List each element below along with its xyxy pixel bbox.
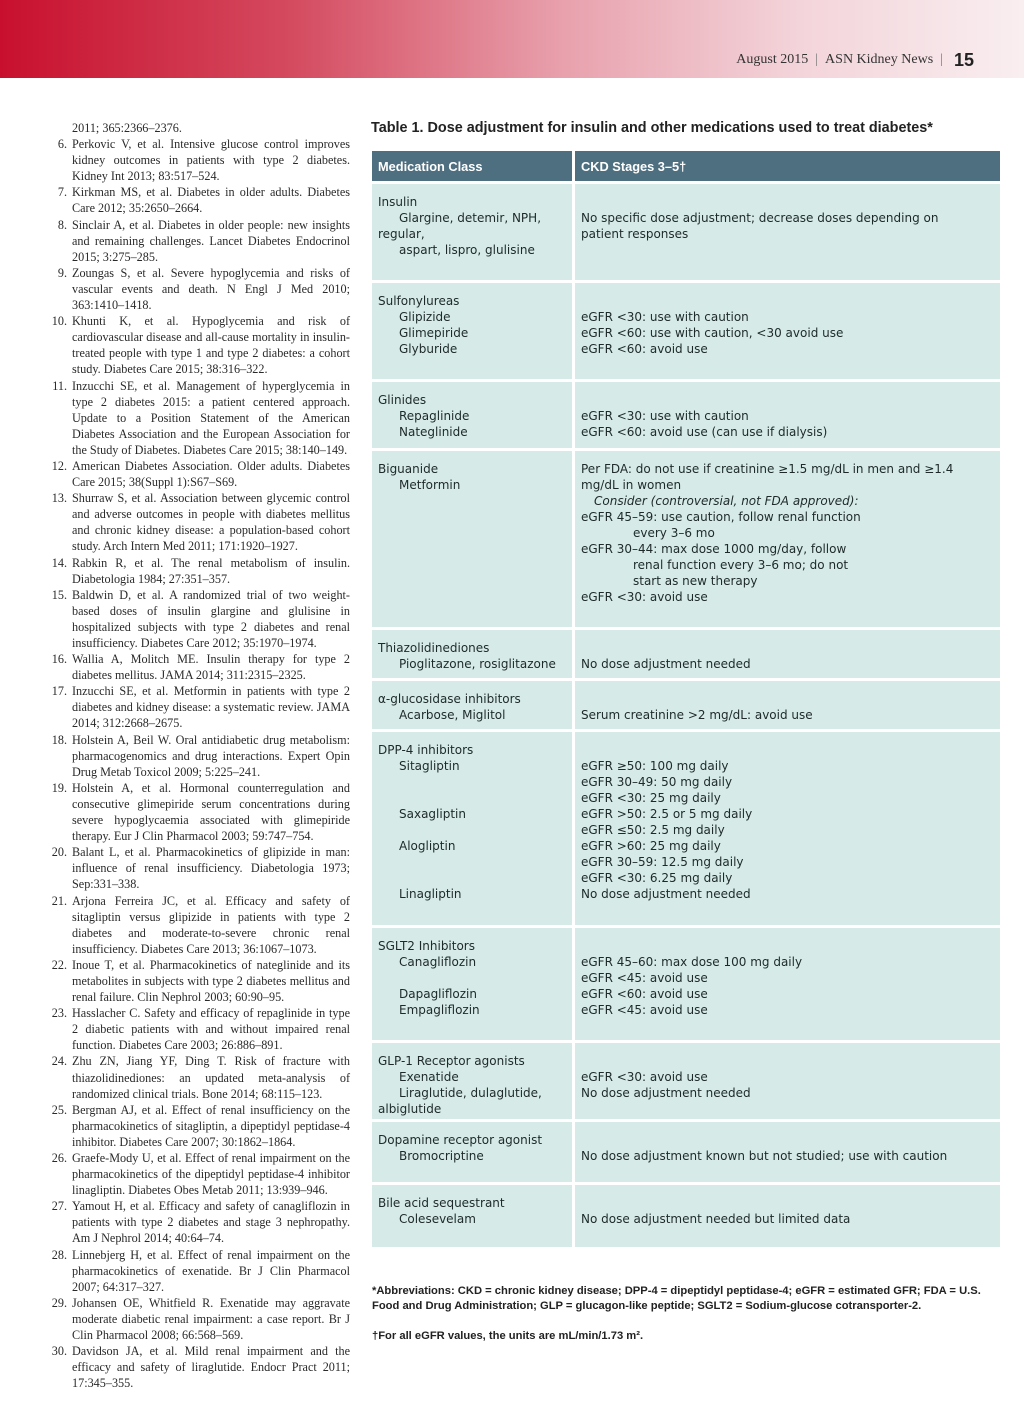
reference-number: 6. bbox=[57, 137, 67, 152]
reference-list bbox=[48, 120, 350, 1391]
dose-line: patient responses bbox=[581, 227, 689, 241]
reference-number: 26. bbox=[51, 1151, 67, 1165]
medication-line: Glargine, detemir, NPH, bbox=[399, 211, 542, 225]
medication-line: Sitagliptin bbox=[399, 759, 460, 773]
medication-cell bbox=[372, 928, 572, 1040]
reference-text: Holstein A, et al. Hormonal counterregulation and consecutive glimepiride serum concentrations during severe hypoglycaemia associated with glimepiride therapy. Eur J Clin Pharmacol 2003; 59:747–754. bbox=[72, 780, 350, 844]
dose-cell bbox=[575, 283, 1000, 379]
medication-line: Glipizide bbox=[399, 310, 451, 324]
reference-number: 23. bbox=[51, 1006, 67, 1021]
dose-line: Consider (controversial, not FDA approved): bbox=[594, 494, 859, 508]
reference-item bbox=[48, 780, 350, 844]
dose-line: No specific dose adjustment; decrease doses depending on bbox=[581, 211, 939, 225]
reference-text: Inzucchi SE, et al. Metformin in patients with type 2 diabetes and kidney disease: a systematic review. JAMA 2014; 312:2668–2675. bbox=[72, 684, 350, 731]
reference-number: 18. bbox=[51, 732, 67, 747]
reference-number: 14. bbox=[51, 555, 67, 570]
medication-line: Linagliptin bbox=[399, 887, 462, 901]
reference-item bbox=[48, 957, 350, 1005]
reference-number bbox=[48, 120, 72, 136]
medication-line: Dapagliflozin bbox=[399, 987, 477, 1001]
table-row bbox=[372, 1043, 1000, 1119]
reference-item bbox=[48, 458, 350, 490]
dose-cell bbox=[575, 681, 1000, 729]
reference-number: 8. bbox=[57, 217, 67, 232]
page-number: 15 bbox=[953, 49, 974, 70]
reference-text: Shurraw S, et al. Association between glycemic control and adverse outcomes in people with diabetes mellitus and chronic kidney disease: a population-based cohort study. Arch Intern Med 2011; 171:1920–1927. bbox=[72, 491, 350, 554]
table-footnotes bbox=[372, 1284, 992, 1344]
dose-line: eGFR <60: avoid use bbox=[581, 342, 708, 356]
reference-text: Sinclair A, et al. Diabetes in older people: new insights and remaining challenges. Lancet Diabetes Endocrinol 2015; 3:275–285. bbox=[72, 217, 350, 264]
medication-cell bbox=[372, 732, 572, 925]
medication-line: GLP-1 Receptor agonists bbox=[378, 1054, 525, 1068]
table-row bbox=[372, 630, 1000, 678]
medication-cell bbox=[372, 451, 572, 627]
medication-cell bbox=[372, 283, 572, 379]
masthead-separator: | bbox=[815, 52, 819, 67]
medication-line: Colesevelam bbox=[399, 1212, 476, 1226]
dose-cell bbox=[575, 732, 1000, 925]
dose-line bbox=[581, 742, 994, 758]
col-header-medication-class: Medication Class bbox=[372, 151, 572, 181]
reference-item bbox=[48, 844, 350, 892]
table-row bbox=[372, 382, 1000, 448]
medication-line: Repaglinide bbox=[399, 409, 470, 423]
dose-line bbox=[581, 1195, 994, 1211]
dose-line: eGFR <60: use with caution, <30 avoid use bbox=[581, 326, 844, 340]
dose-cell bbox=[575, 184, 1000, 280]
dose-line: No dose adjustment known but not studied; use with caution bbox=[581, 1149, 948, 1163]
medication-line bbox=[378, 822, 566, 838]
medication-cell bbox=[372, 681, 572, 729]
reference-number: 7. bbox=[57, 185, 67, 200]
reference-number: 28. bbox=[51, 1247, 67, 1262]
table-row bbox=[372, 184, 1000, 280]
reference-item bbox=[48, 313, 350, 377]
reference-text: Zoungas S, et al. Severe hypoglycemia and risks of vascular events and death. N Engl J Med 2010; 363:1410–1418. bbox=[72, 265, 350, 313]
medication-line: Dopamine receptor agonist bbox=[378, 1133, 543, 1147]
reference-text: Perkovic V, et al. Intensive glucose control improves kidney outcomes in patients with type 2 diabetes. Kidney Int 2013; 83:517–524. bbox=[72, 137, 350, 184]
dose-line: eGFR 30–59: 12.5 mg daily bbox=[581, 855, 744, 869]
reference-number: 21. bbox=[51, 893, 67, 908]
dose-line bbox=[581, 293, 994, 309]
reference-item bbox=[48, 555, 350, 587]
issue-date: August 2015 bbox=[736, 52, 809, 67]
reference-item bbox=[48, 587, 350, 651]
dose-line: eGFR ≥50: 100 mg daily bbox=[581, 759, 729, 773]
medication-line: Saxagliptin bbox=[399, 807, 466, 821]
reference-text: Inzucchi SE, et al. Management of hyperglycemia in type 2 diabetes 2015: a patient centered approach. Update to a Position Statement of the American Diabetes Association and the European Association for the Study of Diabetes. Diabetes Care 2015; 38:140–149. bbox=[72, 378, 350, 457]
medication-line bbox=[378, 790, 566, 806]
dose-line: Serum creatinine >2 mg/dL: avoid use bbox=[581, 708, 813, 722]
medication-cell bbox=[372, 382, 572, 448]
dose-cell bbox=[575, 382, 1000, 448]
dose-line bbox=[581, 1053, 994, 1069]
reference-number: 30. bbox=[51, 1344, 67, 1359]
reference-number: 19. bbox=[51, 780, 67, 795]
reference-item bbox=[48, 1198, 350, 1246]
reference-text: American Diabetes Association. Older adults. Diabetes Care 2015; 38(Suppl 1):S67–S69. bbox=[72, 458, 350, 490]
dose-line: eGFR <30: use with caution bbox=[581, 310, 749, 324]
reference-item bbox=[48, 490, 350, 554]
reference-item bbox=[48, 1150, 350, 1198]
reference-text: Hasslacher C. Safety and efficacy of repaglinide in type 2 diabetic patients with and without impaired renal function. Diabetes Care 2003; 26:886–891. bbox=[72, 1006, 350, 1053]
reference-item bbox=[48, 1295, 350, 1343]
medication-line: regular, bbox=[378, 227, 425, 241]
medication-cell bbox=[372, 630, 572, 678]
dose-line: eGFR >50: 2.5 or 5 mg daily bbox=[581, 807, 753, 821]
medication-line bbox=[378, 854, 566, 870]
dose-line: eGFR 30–44: max dose 1000 mg/day, follow bbox=[581, 542, 847, 556]
dose-line: eGFR <30: 6.25 mg daily bbox=[581, 871, 733, 885]
medication-line: aspart, lispro, glulisine bbox=[399, 243, 535, 257]
reference-item bbox=[48, 732, 350, 780]
reference-text: Zhu ZN, Jiang YF, Ding T. Risk of fracture with thiazolidinediones: an updated meta-analysis of randomized clinical trials. Bone 2014; 68:115–123. bbox=[72, 1054, 350, 1101]
reference-number: 12. bbox=[51, 458, 67, 473]
dose-line bbox=[581, 1132, 994, 1148]
table-body bbox=[372, 184, 1000, 1247]
dose-line: eGFR 45–60: max dose 100 mg daily bbox=[581, 955, 803, 969]
reference-number: 22. bbox=[51, 957, 67, 972]
reference-number: 13. bbox=[51, 491, 67, 506]
dose-line: start as new therapy bbox=[633, 574, 758, 588]
reference-text: Linnebjerg H, et al. Effect of renal impairment on the pharmacokinetics of exenatide. Br J Clin Pharmacol 2007; 64:317–327. bbox=[72, 1247, 350, 1294]
dose-cell bbox=[575, 630, 1000, 678]
medication-line: Biguanide bbox=[378, 462, 439, 476]
dose-cell bbox=[575, 1043, 1000, 1119]
abbreviations-note: *Abbreviations: CKD = chronic kidney disease; DPP-4 = dipeptidyl peptidase-4; eGFR = estimated GFR; FDA = U.S. Food and Drug Administration; GLP = glucagon-like peptide; SGLT2 = Sodium-glucose cotransporter-2. bbox=[372, 1285, 981, 1313]
reference-text: Rabkin R, et al. The renal metabolism of insulin. Diabetologia 1984; 27:351–357. bbox=[72, 555, 350, 586]
table-row bbox=[372, 928, 1000, 1040]
medication-cell bbox=[372, 184, 572, 280]
reference-text: Balant L, et al. Pharmacokinetics of glipizide in man: influence of renal insufficiency. Diabetologia 1973; Sep:331–338. bbox=[72, 845, 350, 892]
medication-line: Exenatide bbox=[399, 1070, 459, 1084]
dose-line: eGFR <45: avoid use bbox=[581, 971, 708, 985]
reference-item bbox=[48, 378, 350, 458]
dose-line bbox=[581, 392, 994, 408]
dose-line: eGFR <30: 25 mg daily bbox=[581, 791, 721, 805]
dose-line bbox=[581, 691, 994, 707]
dose-line: eGFR ≤50: 2.5 mg daily bbox=[581, 823, 725, 837]
dose-cell bbox=[575, 1185, 1000, 1247]
reference-text: Arjona Ferreira JC, et al. Efficacy and safety of sitagliptin versus glipizide in patients with type 2 diabetes and moderate-to-severe chronic renal insufficiency. Diabetes Care 2013; 36:1067–1073. bbox=[72, 893, 350, 956]
reference-text: Inoue T, et al. Pharmacokinetics of nateglinide and its metabolites in subjects with type 2 diabetes mellitus and renal failure. Clin Nephrol 2003; 60:90–95. bbox=[72, 957, 350, 1005]
reference-text: Wallia A, Molitch ME. Insulin therapy for type 2 diabetes mellitus. JAMA 2014; 311:2315–2325. bbox=[72, 652, 350, 683]
table-row bbox=[372, 732, 1000, 925]
reference-item bbox=[48, 217, 350, 265]
medication-line: Glinides bbox=[378, 393, 427, 407]
reference-text: Baldwin D, et al. A randomized trial of two weight-based doses of insulin glargine and glulisine in hospitalized subjects with type 2 diabetes and renal insufficiency. Diabetes Care 2012; 35:1970–1974. bbox=[72, 587, 350, 650]
medication-line: Liraglutide, dulaglutide, bbox=[399, 1086, 542, 1100]
dose-line: No dose adjustment needed bbox=[581, 887, 751, 901]
medication-cell bbox=[372, 1043, 572, 1119]
reference-item bbox=[48, 1053, 350, 1101]
reference-item bbox=[48, 120, 350, 136]
reference-text: Johansen OE, Whitfield R. Exenatide may aggravate moderate diabetic renal impairment: a case report. Br J Clin Pharmacol 2008; 66:568–569. bbox=[72, 1295, 350, 1343]
medication-line bbox=[378, 970, 566, 986]
reference-number: 20. bbox=[51, 845, 67, 860]
dose-line: every 3–6 mo bbox=[633, 526, 715, 540]
dose-line: eGFR <30: avoid use bbox=[581, 590, 708, 604]
medication-line: α-glucosidase inhibitors bbox=[378, 692, 521, 706]
masthead bbox=[736, 48, 974, 72]
dose-line: eGFR >60: 25 mg daily bbox=[581, 839, 721, 853]
medication-line: Insulin bbox=[378, 195, 418, 209]
dose-line: No dose adjustment needed bbox=[581, 657, 751, 671]
reference-text: Graefe-Mody U, et al. Effect of renal impairment on the pharmacokinetics of the dipeptidyl peptidase-4 inhibitor linagliptin. Diabetes Obes Metab 2011; 13:939–946. bbox=[72, 1151, 350, 1198]
reference-item bbox=[48, 1005, 350, 1053]
reference-text: Holstein A, Beil W. Oral antidiabetic drug metabolism: pharmacogenomics and drug interactions. Expert Opin Drug Metab Toxicol 2009; 5:225–241. bbox=[72, 732, 350, 779]
dose-line bbox=[581, 938, 994, 954]
medication-line bbox=[378, 870, 566, 886]
medication-line: Alogliptin bbox=[399, 839, 456, 853]
dose-table bbox=[372, 151, 1000, 1250]
reference-number: 10. bbox=[51, 314, 67, 329]
reference-item bbox=[48, 1102, 350, 1150]
table-header-row bbox=[372, 151, 1000, 181]
reference-text: Bergman AJ, et al. Effect of renal insufficiency on the pharmacokinetics of sitagliptin, a dipeptidyl peptidase-4 inhibitor. Diabetes Care 2007; 30:1862–1864. bbox=[72, 1102, 350, 1149]
dose-line: eGFR <30: use with caution bbox=[581, 409, 749, 423]
medication-line: Thiazolidinediones bbox=[378, 641, 490, 655]
medication-cell bbox=[372, 1185, 572, 1247]
dose-line: eGFR <45: avoid use bbox=[581, 1003, 708, 1017]
reference-text: 2011; 365:2366–2376. bbox=[72, 121, 182, 135]
reference-number: 27. bbox=[51, 1199, 67, 1214]
reference-item bbox=[48, 1247, 350, 1295]
reference-number: 16. bbox=[51, 652, 67, 667]
table-title: Table 1. Dose adjustment for insulin and other medications used to treat diabetes* bbox=[371, 120, 933, 136]
medication-line: DPP-4 inhibitors bbox=[378, 743, 474, 757]
medication-line: Pioglitazone, rosiglitazone bbox=[399, 657, 556, 671]
reference-number: 17. bbox=[51, 684, 67, 699]
reference-item bbox=[48, 265, 350, 313]
medication-cell bbox=[372, 1122, 572, 1182]
dose-line: Per FDA: do not use if creatinine ≥1.5 mg/dL in men and ≥1.4 bbox=[581, 462, 954, 476]
reference-text: Kirkman MS, et al. Diabetes in older adults. Diabetes Care 2012; 35:2650–2664. bbox=[72, 185, 350, 216]
table-row bbox=[372, 1122, 1000, 1182]
medication-line: Sulfonylureas bbox=[378, 294, 460, 308]
dose-line: eGFR 45–59: use caution, follow renal function bbox=[581, 510, 861, 524]
reference-number: 24. bbox=[51, 1054, 67, 1069]
medication-line: Bile acid sequestrant bbox=[378, 1196, 505, 1210]
medication-line: Acarbose, Miglitol bbox=[399, 708, 506, 722]
dose-cell bbox=[575, 1122, 1000, 1182]
col-header-ckd-stages: CKD Stages 3–5† bbox=[575, 151, 1000, 181]
reference-item bbox=[48, 184, 350, 216]
dose-line: eGFR <30: avoid use bbox=[581, 1070, 708, 1084]
medication-line: albiglutide bbox=[378, 1102, 442, 1116]
reference-item bbox=[48, 651, 350, 683]
reference-number: 9. bbox=[57, 265, 67, 280]
dose-line: No dose adjustment needed but limited data bbox=[581, 1212, 851, 1226]
table-row bbox=[372, 283, 1000, 379]
units-note: †For all eGFR values, the units are mL/min/1.73 m². bbox=[372, 1329, 644, 1342]
medication-line: SGLT2 Inhibitors bbox=[378, 939, 475, 953]
dose-line: eGFR <60: avoid use bbox=[581, 987, 708, 1001]
reference-item bbox=[48, 893, 350, 957]
reference-number: 11. bbox=[52, 378, 67, 393]
medication-line: Canagliflozin bbox=[399, 955, 477, 969]
reference-number: 29. bbox=[51, 1295, 67, 1310]
reference-text: Khunti K, et al. Hypoglycemia and risk of cardiovascular disease and all-cause mortality in insulin-treated people with type 1 and type 2 diabetes: a cohort study. Diabetes Care 2015; 38:316–322. bbox=[72, 314, 350, 377]
reference-number: 25. bbox=[51, 1102, 67, 1117]
dose-line: eGFR <60: avoid use (can use if dialysis) bbox=[581, 425, 828, 439]
medication-line bbox=[378, 774, 566, 790]
dose-line: mg/dL in women bbox=[581, 478, 682, 492]
medication-line: Metformin bbox=[399, 478, 461, 492]
dose-line bbox=[581, 194, 994, 210]
dose-cell bbox=[575, 451, 1000, 627]
medication-line: Nateglinide bbox=[399, 425, 468, 439]
reference-text: Yamout H, et al. Efficacy and safety of canagliflozin in patients with type 2 diabetes and stage 3 nephropathy. Am J Nephrol 2014; 40:64–74. bbox=[72, 1199, 350, 1246]
medication-line: Empagliflozin bbox=[399, 1003, 480, 1017]
reference-number: 15. bbox=[51, 587, 67, 602]
masthead-separator: | bbox=[940, 52, 943, 67]
dose-line: eGFR 30–49: 50 mg daily bbox=[581, 775, 733, 789]
medication-line: Glimepiride bbox=[399, 326, 469, 340]
reference-item bbox=[48, 683, 350, 731]
medication-line: Glyburide bbox=[399, 342, 458, 356]
dose-line: No dose adjustment needed bbox=[581, 1086, 751, 1100]
reference-item bbox=[48, 136, 350, 184]
dose-cell bbox=[575, 928, 1000, 1040]
medication-line: Bromocriptine bbox=[399, 1149, 484, 1163]
dose-line: renal function every 3–6 mo; do not bbox=[633, 558, 849, 572]
table-row bbox=[372, 1185, 1000, 1247]
reference-text: Davidson JA, et al. Mild renal impairment and the efficacy and safety of liraglutide. Endocr Pract 2011; 17:345–355. bbox=[72, 1344, 350, 1391]
table-row bbox=[372, 451, 1000, 627]
table-row bbox=[372, 681, 1000, 729]
publication-name: ASN Kidney News bbox=[825, 52, 934, 67]
dose-line bbox=[581, 640, 994, 656]
reference-item bbox=[48, 1343, 350, 1391]
